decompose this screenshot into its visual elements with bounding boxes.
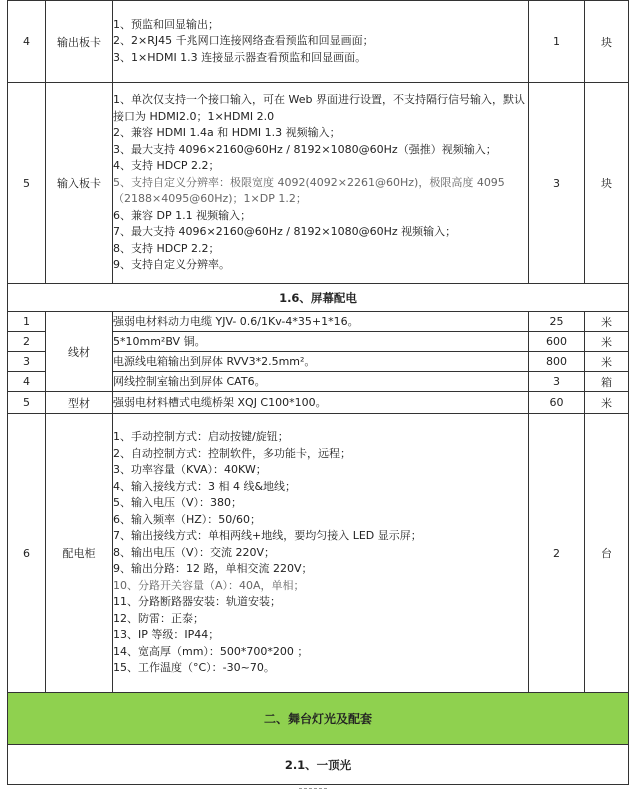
row-number: 2 <box>8 332 46 352</box>
spec-line: 13、IP 等级：IP44； <box>113 628 220 642</box>
spec-line: 14、宽高厚（mm）：500*700*200 ； <box>113 644 309 658</box>
spec-line: 9、支持自定义分辨率。 <box>113 258 230 272</box>
unit: 米 <box>585 332 629 352</box>
unit: 米 <box>585 352 629 372</box>
table-row <box>8 414 629 693</box>
spec-line: 6、兼容 DP 1.1 视频输入； <box>113 208 252 222</box>
spec-line: 7、最大支持 4096×2160@60Hz / 8192×1080@60Hz 视频输入； <box>113 225 457 239</box>
section-title: 1.6、屏幕配电 <box>8 284 629 312</box>
item-spec: 网线控制室输出到屏体 CAT6。 <box>113 372 529 392</box>
table-row <box>8 312 629 332</box>
spec-line: 4、支持 HDCP 2.2； <box>113 159 220 173</box>
section-band-row <box>8 693 629 745</box>
spec-line: 4、输入接线方式：3 相 4 线&地线； <box>113 479 297 493</box>
spec-line: 2、兼容 HDMI 1.4a 和 HDMI 1.3 视频输入； <box>113 126 341 140</box>
group-name: 线材 <box>46 312 113 392</box>
unit: 块 <box>585 83 629 284</box>
spec-line: 8、输出电压（V）：交流 220V； <box>113 545 276 559</box>
quantity: 800 <box>529 352 585 372</box>
table-row <box>8 83 629 284</box>
spec-line: 强弱电材料动力电缆 YJV- 0.6/1Kv-4*35+1*16。 <box>113 314 359 328</box>
spec-table <box>7 0 629 785</box>
item-name: 配电柜 <box>46 414 113 693</box>
section-title-stage: 二、舞台灯光及配套 <box>8 693 629 745</box>
item-spec <box>113 414 529 693</box>
row-number: 5 <box>8 83 46 284</box>
spec-line: 3、最大支持 4096×2160@60Hz / 8192×1080@60Hz（强推）视频输入； <box>113 142 497 156</box>
item-spec: 强弱电材料槽式电缆桥架 XQJ C100*100。 <box>113 392 529 414</box>
spec-line: 7、输出接线方式：单相两线+地线，要均匀接入 LED 显示屏； <box>113 529 422 543</box>
row-number: 1 <box>8 312 46 332</box>
item-name: 输入板卡 <box>46 83 113 284</box>
spec-line: 11、分路断路器安装：轨道安装； <box>113 595 281 609</box>
spec-line: 15、工作温度（°C）：-30~70。 <box>113 661 275 675</box>
row-number: 4 <box>8 372 46 392</box>
section-header-row <box>8 284 629 312</box>
item-name: 型材 <box>46 392 113 414</box>
unit: 箱 <box>585 372 629 392</box>
quantity: 3 <box>529 83 585 284</box>
spec-line: 2、自动控制方式：控制软件，多功能卡，远程； <box>113 446 351 460</box>
item-spec <box>113 83 529 284</box>
spec-line: 5、输入电压（V）：380； <box>113 496 243 510</box>
table-row <box>8 392 629 414</box>
table-row <box>8 1 629 83</box>
row-number: 5 <box>8 392 46 414</box>
quantity: 600 <box>529 332 585 352</box>
quantity: 3 <box>529 372 585 392</box>
section-header-row <box>8 745 629 785</box>
item-spec <box>113 1 529 83</box>
unit: 米 <box>585 392 629 414</box>
spec-line: 3、1×HDMI 1.3 连接显示器查看预监和回显画面。 <box>113 50 367 64</box>
unit: 米 <box>585 312 629 332</box>
row-number: 4 <box>8 1 46 83</box>
unit: 台 <box>585 414 629 693</box>
page-break-mark <box>299 788 327 789</box>
unit: 块 <box>585 1 629 83</box>
row-number: 6 <box>8 414 46 693</box>
quantity: 25 <box>529 312 585 332</box>
item-spec <box>113 312 529 332</box>
item-spec: 电源线电箱输出到屏体 RVV3*2.5mm²。 <box>113 352 529 372</box>
spec-line: 9、输出分路：12 路，单相交流 220V； <box>113 562 313 576</box>
spec-line: 10、分路开关容量（A）：40A，单相； <box>113 578 305 592</box>
spec-line: 5、支持自定义分辨率：极限宽度 4092(4092×2261@60Hz)，极限高度 4095（2188×4095@60Hz)；1×DP 1.2； <box>113 175 505 206</box>
spec-line: 1、单次仅支持一个接口输入，可在 Web 界面进行设置，不支持隔行信号输入，默认接口为 HDMI2.0；1×HDMI 2.0 <box>113 93 525 123</box>
spec-line: 1、预监和回显输出； <box>113 17 219 31</box>
spec-line: 12、防雷：正泰； <box>113 611 204 625</box>
quantity: 1 <box>529 1 585 83</box>
spec-line: 1、手动控制方式：启动按键/旋钮； <box>113 430 289 444</box>
spec-line: 2、2×RJ45 千兆网口连接网络查看预监和回显画面； <box>113 34 374 48</box>
quantity: 60 <box>529 392 585 414</box>
row-number: 3 <box>8 352 46 372</box>
item-spec: 5*10mm²BV 铜。 <box>113 332 529 352</box>
spec-line: 8、支持 HDCP 2.2； <box>113 241 220 255</box>
item-name: 输出板卡 <box>46 1 113 83</box>
spec-line: 3、功率容量（KVA）：40KW； <box>113 463 267 477</box>
quantity: 2 <box>529 414 585 693</box>
spec-line: 6、输入频率（HZ）：50/60； <box>113 512 262 526</box>
section-title-top-light: 2.1、一顶光 <box>8 745 629 785</box>
